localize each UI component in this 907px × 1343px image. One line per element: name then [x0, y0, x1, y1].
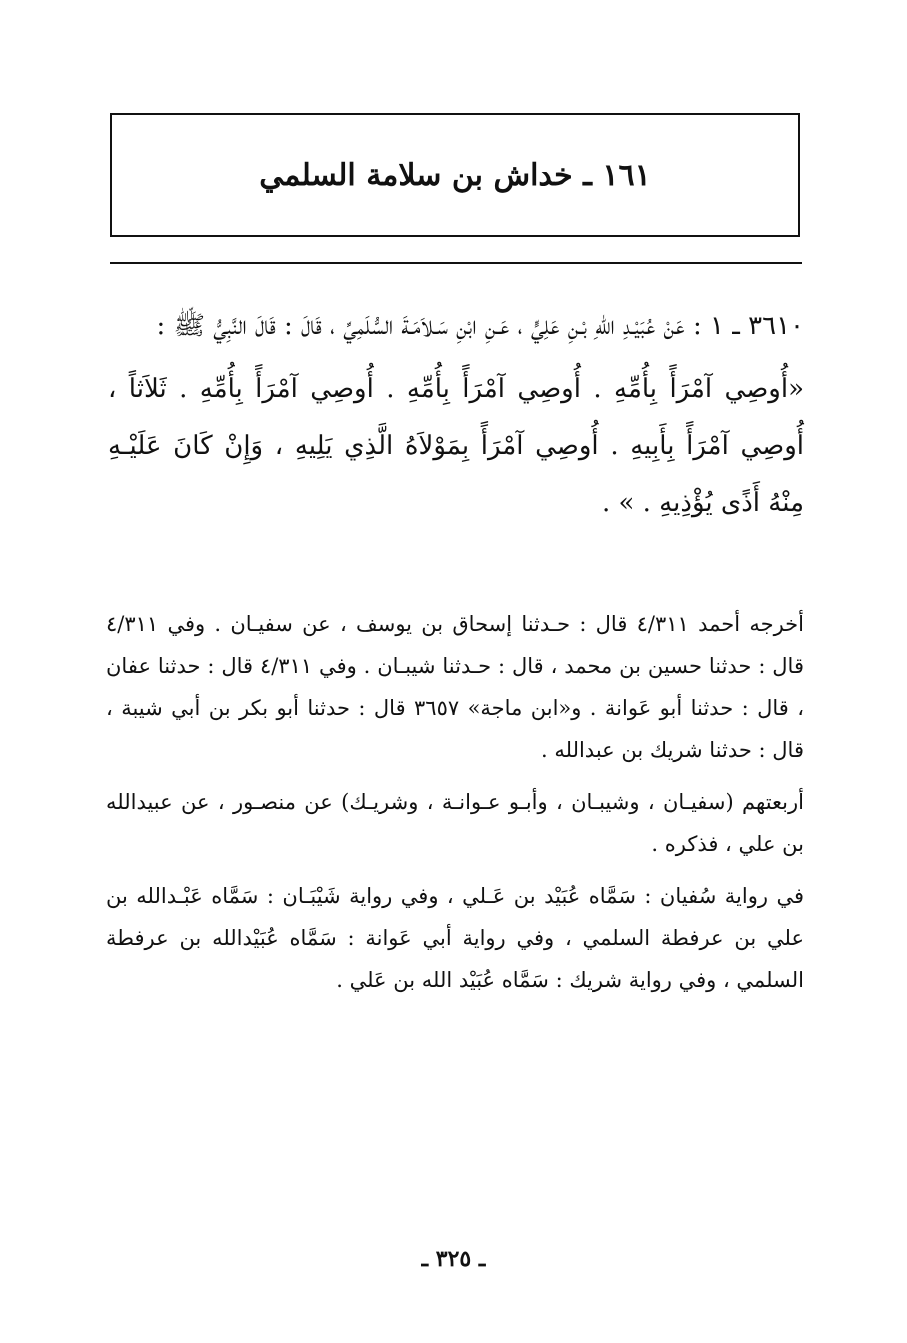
narrations-paragraph: في رواية سُفيان : سَمَّاه عُبَيْد بن عَـلي ، وفي رواية شَيْبَـان : سَمَّاه عَبْـدالله بن علي بن عرفطة السلمي ، وفي رواية أبي عَوانة : سَمَّاه عُبَيْدالله بن عرفطة السلمي ، وفي رواية شريك : سَمَّاه عُبَيْد الله بن عَلي .	[106, 884, 804, 992]
page-number: ـ ٣٢٥ ـ	[421, 1246, 486, 1272]
hadith-matn: «أُوصِي آمْرَأً بِأُمِّهِ . أُوصِي آمْرَأً بِأُمِّهِ . أُوصِي آمْرَأً بِأُمِّهِ . ثَلاَثاً ، أُوصِي آمْرَأً بِأَبِيهِ . أُوصِي آمْرَأً بِمَوْلاَهُ الَّذِي يَلِيهِ ، وَإِنْ كَانَ عَلَيْـهِ مِنْهُ أَذًى يُؤْذِيهِ . » .	[108, 374, 804, 518]
footnotes	[106, 603, 804, 1001]
narrators-paragraph: أربعتهم (سفيـان ، وشيبـان ، وأبـو عـوانـة ، وشريـك) عن منصـور ، عن عبيدالله بن علي ، فذكره .	[106, 790, 804, 856]
chapter-heading-box	[110, 113, 800, 237]
chapter-title: ١٦١ ـ خداش بن سلامة السلمي	[259, 157, 651, 193]
hadith-text	[108, 298, 804, 532]
heading-divider	[110, 262, 802, 264]
hadith-isnad: ٣٦١٠ ـ ١ : عَنْ عُبَيْـدِ اللّهِ بْـنِ عَلِيٍّ ، عَـنِ ابْنِ سَـلاَمَـةَ السُّلَمِيِّ ، قَالَ : قَالَ النَّبِيُّ ﷺ :	[156, 311, 804, 341]
takhrij-paragraph: أخرجه أحمد ٤/٣١١ قال : حـدثنا إسحاق بن يوسف ، عن سفيـان . وفي ٤/٣١١ قال : حدثنا حسين بن محمد ، قال : حـدثنا شيبـان . وفي ٤/٣١١ قال : حدثنا عفان ، قال : حدثنا أبو عَوانة . و«ابن ماجة» ٣٦٥٧ قال : حدثنا أبو بكر بن أبي شيبة ، قال : حدثنا شريك بن عبدالله .	[106, 612, 804, 762]
